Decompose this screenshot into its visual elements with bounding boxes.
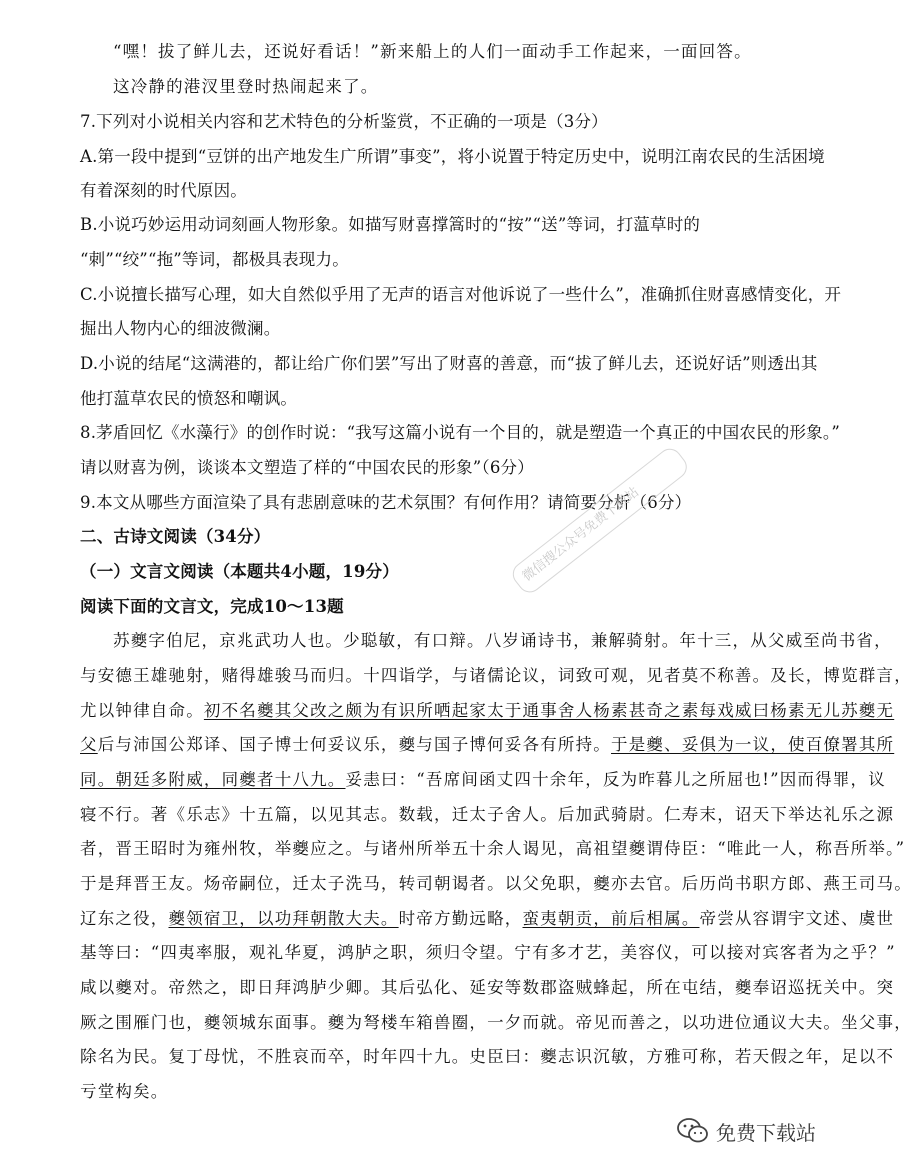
- passage-line: [0, 76, 851, 98]
- question-7-option-b-cont: “刺”“绞”“拖”等词，都极具表现力。: [80, 250, 349, 269]
- underlined-sentence: 蛮夷朝贡，前后相属。: [522, 909, 700, 928]
- question-8: 8.茅盾回忆《水藻行》的创作时说：“我写这篇小说有一个目的，就是塑造一个真正的中国农民的形象。”: [80, 423, 840, 442]
- underlined-sentence: 父: [80, 735, 98, 754]
- watermark-text: 免费下载站: [716, 1120, 816, 1145]
- classical-line: 除名为民。复丁母忧，不胜哀而卒，时年四十九。史臣曰：夔志识沉敏，方雅可称，若天假之年，足以不: [80, 1047, 895, 1066]
- question-7-option-d-cont: 他打蕰草农民的愤怒和嘲讽。: [80, 389, 298, 408]
- underlined-sentence: 于是夔、妥俱为一议，使百僚署其所: [611, 735, 895, 754]
- classical-line: 于是拜晋王友。炀帝嗣位，迁太子洗马，转司朝谒者。以父免职，夔亦去官。后历尚书职方郎、燕王司马。: [80, 874, 912, 893]
- underlined-sentence: 夔领宿卫，以功拜朝散大夫。: [168, 909, 399, 928]
- classical-line: 厥之围雁门也，夔领城东面事。夔为弩楼车箱兽圈，一夕而就。帝见而善之，以功进位通议大夫。坐父事，: [80, 1013, 912, 1032]
- classical-line: 基等曰：“四夷率服，观礼华夏，鸿胪之职，须归令望。宁有多才艺，美容仪，可以接对宾客者为之乎？”: [80, 943, 896, 962]
- classical-line: 同。朝廷多附威，同夔者十八九。妥恚曰：“吾席间函丈四十余年，反为昨暮儿之所屈也!”因而得罪，议: [0, 769, 851, 791]
- watermark-stamp: 微信搜公众号免费下载站: [508, 444, 692, 597]
- classical-line: 亏堂构矣。: [80, 1082, 169, 1101]
- wechat-icon: [676, 1116, 710, 1146]
- question-8-cont: 请以财喜为例，谈谈本文塑造了样的“中国农民的形象”（6分）: [80, 458, 534, 477]
- wechat-watermark: [676, 1114, 816, 1148]
- question-9: 9.本文从哪些方面渲染了具有悲剧意味的艺术氛围？有何作用？请简要分析（6分）: [80, 493, 692, 512]
- underlined-sentence: 同。朝廷多附威，同夔者十八九。: [80, 770, 346, 789]
- question-7-stem: 7.下列对小说相关内容和艺术特色的分析鉴赏，不正确的一项是（3分）: [80, 112, 608, 131]
- classical-line: 与安德王雄驰射，赌得雄骏马而归。十四诣学，与诸儒论议，词致可观，见者莫不称善。及长，博览群言，: [80, 666, 912, 685]
- classical-line: 咸以夔对。帝然之，即日拜鸿胪少卿。其后弘化、延安等数郡盗贼蜂起，所在屯结，夔奉诏巡抚关中。突: [80, 978, 895, 997]
- question-7-option-a-cont: 有着深刻的时代原因。: [80, 181, 247, 200]
- classical-line: 者，晋王昭时为雍州牧，举夔应之。与诸州所举五十余人谒见，高祖望夔谓侍臣：“唯此一人，称吾所举。”: [80, 839, 906, 858]
- section-heading: 二、古诗文阅读（34分）: [80, 527, 271, 546]
- classical-line: 寝不行。著《乐志》十五篇，以见其志。数载，迁太子舍人。后加武骑尉。仁寿末，诏天下举达礼乐之源: [80, 805, 895, 824]
- passage-text: “嘿！拔了鲜儿去，还说好看话！”新来船上的人们一面动手工作起来，一面回答。: [113, 42, 752, 61]
- question-7-option-d: D.小说的结尾“这满港的，都让给广你们罢”写出了财喜的善意，而“拔了鲜儿去，还说好话”则透出其: [80, 354, 818, 373]
- question-7-option-c: C.小说擅长描写心理，如大自然似乎用了无声的语言对他诉说了一些什么”，准确抓住财喜感情变化，开: [80, 285, 842, 304]
- passage-line: [0, 41, 851, 63]
- question-7-option-a: A.第一段中提到“豆饼的出产地发生广所谓”事变”，将小说置于特定历史中，说明江南农民的生活困境: [80, 147, 825, 166]
- reading-instruction: 阅读下面的文言文，完成10～13题: [80, 597, 344, 616]
- classical-line: 尤以钟律自命。初不名夔其父改之颇为有识所哂起家太于通事舍人杨素甚奇之素每戏威曰杨素无儿苏夔无: [80, 701, 895, 720]
- classical-line: 父后与沛国公郑译、国子博士何妥议乐，夔与国子博何妥各有所持。于是夔、妥俱为一议，使百僚署其所: [0, 734, 851, 756]
- underlined-sentence: 初不名夔其父改之颇为有识所哂起家太于通事舍人杨素甚奇之素每戏威曰杨素无儿苏夔无: [203, 701, 895, 720]
- question-7-option-b: B.小说巧妙运用动词刻画人物形象。如描写财喜撑篙时的“按”“送”等词，打蕰草时的: [80, 215, 701, 234]
- passage-text: 这冷静的港汊里登时热闹起来了。: [113, 77, 379, 96]
- classical-line: 辽东之役，夔领宿卫，以功拜朝散大夫。时帝方勤远略，蛮夷朝贡，前后相属。帝尝从容谓宇文述、虞世: [80, 909, 895, 928]
- subsection-heading: （一）文言文阅读（本题共4小题，19分）: [80, 562, 399, 581]
- question-7-option-c-cont: 掘出人物内心的细波微澜。: [80, 319, 281, 338]
- classical-line: 苏夔字伯尼，京兆武功人也。少聪敏，有口辩。八岁诵诗书，兼解骑射。年十三，从父威至尚书省，: [113, 631, 892, 650]
